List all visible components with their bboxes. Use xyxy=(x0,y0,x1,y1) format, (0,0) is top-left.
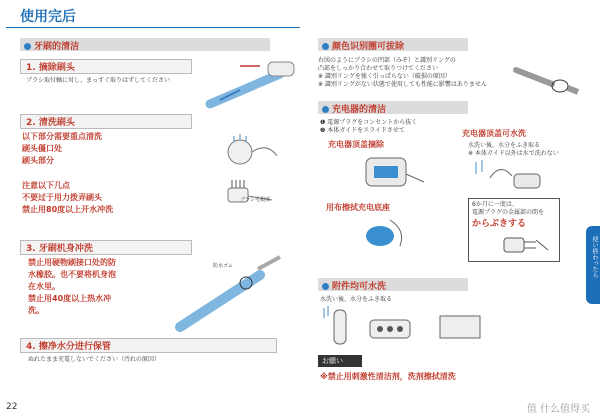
brush-root-illustration xyxy=(222,178,282,212)
brush-root-label: ブラシ毛根部 xyxy=(240,197,271,203)
notice-badge-label: お願い xyxy=(322,357,343,365)
toothbrush-detach-illustration xyxy=(200,56,300,112)
step2-warning-text: 注意以下几点 不要过于用力拨弄刷头 禁止用80度以上开水冲洗 xyxy=(22,181,114,214)
watermark: 值 什么值得买 xyxy=(526,404,590,415)
color-ring-illustration xyxy=(512,56,582,102)
charger-instruction: ❶ 電源プラグをコンセントから抜く ❷ 本体ガイドをスライドさせて xyxy=(320,119,418,134)
step4-instruction: ぬれたまま充電しないでください（汚れの原因） xyxy=(28,356,161,363)
accessory-instruction: 水洗い後、水分をふき取る xyxy=(320,296,393,303)
chapter-tab-label: 使い終わったら xyxy=(591,236,598,278)
power-plug-illustration xyxy=(500,232,554,258)
bullet-icon xyxy=(322,43,329,50)
section-title-charger: 充电器的清洁 xyxy=(322,102,386,115)
bullet-icon xyxy=(322,106,329,113)
charger-cover-wash-instruction: 水洗い後、水分をふき取る ※ 本体ガイド以外は水で洗わない xyxy=(468,142,559,157)
step3-label: 3. 牙刷机身冲洗 xyxy=(26,244,93,254)
notice-warning-text: ※禁止用刺激性清洁剂，洗剂擦拭清洗 xyxy=(320,372,456,381)
section-title-color-ring: 颜色识别圈可拔除 xyxy=(322,39,404,52)
charger-wipe-label: 用布擦拭充电底座 xyxy=(326,203,390,212)
charger-base-illustration xyxy=(360,212,420,252)
toothbrush-body-illustration xyxy=(170,255,290,335)
step1-label: 1. 摘除刷头 xyxy=(26,63,75,73)
section-title-accessory: 附件均可水洗 xyxy=(322,279,386,292)
header-divider xyxy=(6,27,300,28)
step1-instruction: ブラシ取付軸に対し、まっすぐ取りはずしてください xyxy=(26,77,171,84)
charger-cover-wash-label: 充电器顶盖可水洗 xyxy=(462,129,526,138)
brush-head-wash-illustration xyxy=(222,132,282,168)
bullet-icon xyxy=(322,283,329,290)
cover-wash-illustration xyxy=(470,158,550,194)
waterproof-rubber-label: 防水ゴム xyxy=(213,263,234,269)
step2-label: 2. 清洗刷头 xyxy=(26,118,75,128)
plug-care-action: からぶきする xyxy=(472,219,527,229)
charger-cover-remove-label: 充电器顶盖摘除 xyxy=(328,140,384,149)
step4-label: 4. 擦净水分进行保管 xyxy=(26,342,111,352)
page-title: 使用完后 xyxy=(20,9,76,25)
plug-care-instruction: 6か月に一度は、 電源プラグの金属部の間を xyxy=(472,201,545,216)
section-title-toothbrush: 牙刷的清洁 xyxy=(24,39,79,52)
step3-warning-text: 禁止用硬物刷接口处的防 水橡胶。也不要将机身泡 在水里。 禁止用40度以上热水冲 洗。 xyxy=(28,258,116,315)
accessory-wash-illustration xyxy=(320,304,490,348)
charger-cover-illustration xyxy=(352,152,432,194)
color-ring-instruction: 右図のようにブラシの凹部（みぞ）と識別リングの 凸部をしっかり合わせて取りつけてください ※ 識別リングを強く引っぱらない（破損の原因） ※ 識別リングがない状態で使用しても性能に影響はありません xyxy=(318,57,487,88)
step2-focus-text: 以下部分需要重点清洗 刷头僵口处 刷头部分 xyxy=(22,132,102,165)
page-number-left: 22 xyxy=(6,402,18,412)
bullet-icon xyxy=(24,43,31,50)
